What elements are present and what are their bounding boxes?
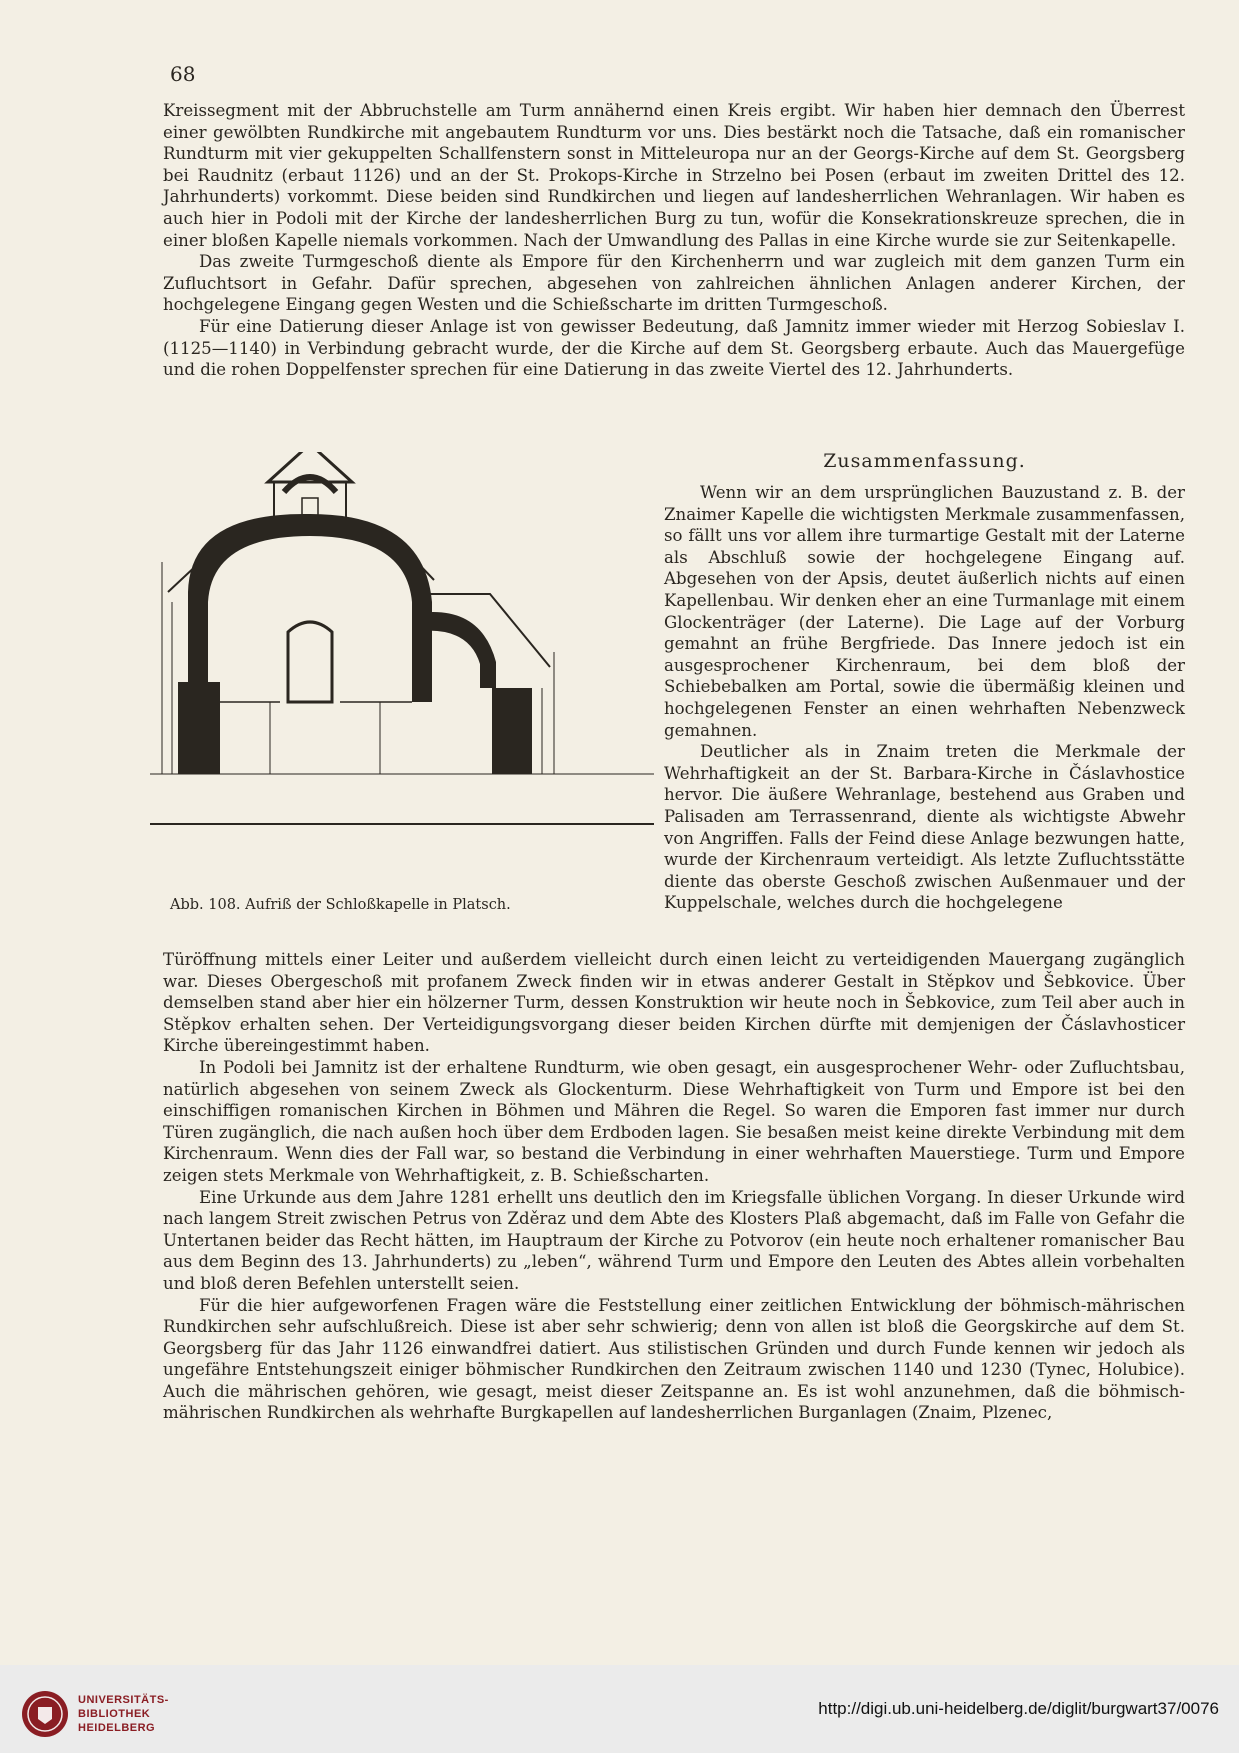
paragraph: In Podoli bei Jamnitz ist der erhaltene Rundturm, wie oben gesagt, ein ausgesprochener Wehr- oder Zufluchtsbau, natürlich abgesehen von seinem Zweck als Glockenturm. Diese Wehrhaftigkeit von Turm und Empore ist bei den einschiffigen romanischen Kirchen in Böhmen und Mähren die Regel. So waren die Emporen fast immer nur durch Türen zugänglich, die nach außen hoch über dem Erdboden lagen. Sie besaßen meist keine direkte Verbindung mit dem Kirchenraum. Wenn dies der Fall war, so bestand die Verbindung in einer wehrhaften Mauerstiege. Turm und Empore zeigen stets Merkmale von Wehrhaftigkeit, z. B. Schießscharten. [163, 1057, 1185, 1185]
university-seal-icon[interactable] [20, 1689, 70, 1739]
section-heading: Zusammenfassung. [823, 450, 1026, 472]
library-name-line: HEIDELBERG [78, 1722, 156, 1734]
library-name-line: BIBLIOTHEK [78, 1708, 151, 1720]
paragraph: Für eine Datierung dieser Anlage ist von gewisser Bedeutung, daß Jamnitz immer wieder mit Herzog Sobieslav I. (1125—1140) in Verbindung gebracht wurde, der die Kirche auf dem St. Georgsberg erbaute. Auch das Mauergefüge und die rohen Doppelfenster sprechen für eine Datierung in das zweite Viertel des 12. Jahrhunderts. [163, 316, 1185, 380]
footer-bar [0, 1665, 1239, 1753]
paragraph: Eine Urkunde aus dem Jahre 1281 erhellt uns deutlich den im Kriegsfalle üblichen Vorgang. In dieser Urkunde wird nach langem Streit zwischen Petrus von Zděraz und dem Abte des Klosters Plaß abgemacht, daß im Falle von Gefahr die Untertanen beider das Recht hätten, im Hauptraum der Kirche zu Potvorov (ein heute noch erhaltener romanischer Bau aus dem Beginn des 13. Jahrhunderts) zu „leben“, während Turm und Empore den Leuten des Abtes allein vorbehalten und bloß deren Befehlen unterstellt seien. [163, 1187, 1185, 1293]
paragraph: Deutlicher als in Znaim treten die Merkmale der Wehrhaftigkeit an der St. Barbara-Kirche in Čáslavhostice hervor. Die äußere Wehranlage, bestehend aus Graben und Palisaden am Terrassenrand, diente als wichtigste Abwehr von Angriffen. Falls der Feind diese Anlage bezwungen hatte, wurde der Kirchenraum verteidigt. Als letzte Zufluchtsstätte diente das oberste Geschoß zwischen Außenmauer und der Kuppelschale, welches durch die hochgelegene [664, 742, 1185, 913]
page-number: 68 [170, 62, 196, 86]
source-url-link[interactable]: http://digi.ub.uni-heidelberg.de/diglit/burgwart37/0076 [818, 1699, 1219, 1718]
summary-column-text [664, 482, 1185, 914]
paragraph: Wenn wir an dem ursprünglichen Bauzustand z. B. der Znaimer Kapelle die wichtigsten Merkmale zusammenfassen, so fällt uns vor allem ihre turmartige Gestalt mit der Laterne als Abschluß sowie der hochgelegene Eingang auf. Abgesehen von der Apsis, deutet äußerlich nichts auf einen Kapellenbau. Wir denken eher an eine Turmanlage mit einem Glockenträger (der Laterne). Die Lage auf der Vorburg gemahnt an frühe Bergfriede. Das Innere jedoch ist ein ausgesprochener Kirchenraum, bei dem bloß der Schiebebalken am Portal, sowie die übermäßig kleinen und hochgelegenen Fenster an einen wehrhaften Nebenzweck gemahnen. [664, 483, 1185, 740]
top-text-block [163, 100, 1185, 381]
paragraph: Das zweite Turmgeschoß diente als Empore für den Kirchenherrn und war zugleich mit dem ganzen Turm ein Zufluchtsort in Gefahr. Dafür sprechen, abgesehen von zahlreichen ähnlichen Anlagen anderer Kirchen, der hochgelegene Eingang gegen Westen und die Schießscharte im dritten Turmgeschoß. [163, 252, 1185, 315]
bottom-text-block [163, 949, 1185, 1424]
paragraph: Für die hier aufgeworfenen Fragen wäre die Feststellung einer zeitlichen Entwicklung der böhmisch-mährischen Rundkirchen sehr aufschlußreich. Diese ist aber sehr schwierig; denn von allen ist bloß die Georgskirche auf dem St. Georgsberg für das Jahr 1126 einwandfrei datiert. Aus stilistischen Gründen und durch Funde kennen wir jedoch als ungefähre Entstehungszeit einiger böhmischer Rundkirchen den Zeitraum zwischen 1140 und 1230 (Tynec, Holubice). Auch die mährischen gehören, wie gesagt, meist dieser Zeitspanne an. Es ist wohl anzunehmen, daß die böhmisch-mährischen Rundkirchen als wehrhafte Burgkapellen auf landesherrlichen Burganlagen (Znaim, Plzenec, [163, 1295, 1185, 1423]
library-name[interactable] [78, 1693, 169, 1735]
paragraph: Kreissegment mit der Abbruchstelle am Turm annähernd einen Kreis ergibt. Wir haben hier demnach den Überrest einer gewölbten Rundkirche mit angebautem Rundturm vor uns. Dies bestärkt noch die Tatsache, daß ein romanischer Rundturm mit vier gekuppelten Schallfenstern sonst in Mitteleuropa nur an der Georgs-Kirche auf dem St. Georgsberg bei Raudnitz (erbaut 1126) und an der St. Prokops-Kirche in Strzelno bei Posen (erbaut im zweiten Drittel des 12. Jahrhunderts) vorkommt. Diese beiden sind Rundkirchen und liegen auf landesherrlichen Wehranlagen. Wir haben es auch hier in Podoli mit der Kirche der landesherrlichen Burg zu tun, wofür die Konsekrationskreuze sprechen, die in einer bloßen Kapelle niemals vorkommen. Nach der Umwandlung des Pallas in eine Kirche wurde sie zur Seitenkapelle. [163, 101, 1185, 250]
chapel-elevation-illustration [150, 452, 654, 892]
library-name-line: UNIVERSITÄTS- [78, 1694, 169, 1706]
figure-elevation-drawing [150, 452, 654, 892]
figure-caption: Abb. 108. Aufriß der Schloßkapelle in Platsch. [170, 897, 511, 913]
paragraph: Türöffnung mittels einer Leiter und außerdem vielleicht durch einen leicht zu verteidigenden Mauergang zugänglich war. Dieses Obergeschoß mit profanem Zweck finden wir in etwas anderer Gestalt in Stěpkov und Šebkovice. Über demselben stand aber hier ein hölzerner Turm, dessen Konstruktion wir heute noch in Šebkovice, zum Teil aber auch in Stěpkov erhalten sehen. Der Verteidigungsvorgang dieser beiden Kirchen dürfte mit demjenigen der Čáslavhosticer Kirche übereingestimmt haben. [163, 950, 1185, 1056]
